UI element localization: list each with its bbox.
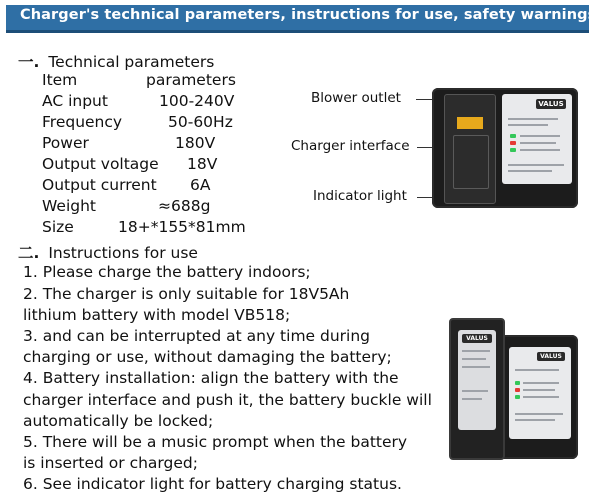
label-text-line: [508, 124, 548, 126]
label-text-line: [462, 350, 490, 352]
charger-slot: [444, 94, 496, 204]
label-text-line: [508, 170, 552, 172]
label-text-line: [520, 149, 560, 151]
label-text-line: [520, 135, 560, 137]
indicator-led: [515, 381, 520, 385]
label-text-line: [515, 413, 563, 415]
label-text-line: [508, 118, 558, 120]
rail-guide: [453, 135, 489, 189]
instruction-line: automatically be locked;: [23, 412, 214, 430]
parameter-value: 18V: [187, 155, 218, 173]
instruction-line: charging or use, without damaging the battery;: [23, 348, 392, 366]
section-number: 一.: [18, 53, 40, 71]
parameter-value: ≈688g: [158, 197, 211, 215]
parameter-name: AC input: [42, 92, 108, 110]
instruction-line: is inserted or charged;: [23, 454, 198, 472]
parameter-name: Power: [42, 134, 89, 152]
label-text-line: [520, 142, 556, 144]
parameter-name: Size: [42, 218, 74, 236]
section-technical-heading: [18, 50, 214, 72]
label-text-line: [515, 419, 555, 421]
instruction-line: 4. Battery installation: align the battery with the: [23, 369, 399, 387]
parameter-value: 18+*155*81mm: [118, 218, 246, 236]
callout-charger-interface: Charger interface: [291, 138, 410, 154]
parameter-value: 50-60Hz: [168, 113, 233, 131]
battery-terminal: [457, 117, 483, 129]
parameter-name: Frequency: [42, 113, 123, 131]
instruction-line: charger interface and push it, the battery buckle will: [23, 391, 432, 409]
brand-label: VALUS: [536, 99, 566, 109]
charger-label-panel: [509, 347, 571, 439]
section-title: Instructions for use: [48, 244, 198, 262]
battery-brand-label: VALUS: [462, 334, 492, 343]
callout-indicator-light: Indicator light: [313, 188, 407, 204]
label-text-line: [462, 366, 490, 368]
indicator-led: [510, 134, 516, 138]
section-title: Technical parameters: [48, 53, 215, 71]
label-text-line: [462, 358, 486, 360]
parameter-value: 6A: [190, 176, 211, 194]
section-instructions-heading: [18, 241, 198, 263]
label-text-line: [462, 390, 488, 392]
instruction-line: 3. and can be interrupted at any time during: [23, 327, 371, 345]
section-number: 二.: [18, 244, 40, 262]
parameter-name: Output voltage: [42, 155, 159, 173]
instruction-line: 5. There will be a music prompt when the battery: [23, 433, 408, 451]
instruction-line: 1. Please charge the battery indoors;: [23, 263, 311, 281]
instruction-line: 2. The charger is only suitable for 18V5Ah: [23, 285, 350, 303]
indicator-led: [515, 395, 520, 399]
label-text-line: [523, 389, 555, 391]
label-text-line: [523, 396, 559, 398]
parameter-header-value: parameters: [146, 71, 236, 89]
parameter-name: Weight: [42, 197, 97, 215]
brand-label: VALUS: [537, 352, 565, 361]
parameter-value: 100-240V: [159, 92, 235, 110]
label-text-line: [515, 369, 559, 371]
indicator-led: [510, 141, 516, 145]
charger-label-panel: [502, 94, 572, 184]
battery-label: [458, 330, 496, 430]
indicator-led: [515, 388, 520, 392]
battery-pack: [449, 318, 505, 460]
label-text-line: [508, 164, 564, 166]
instruction-line: lithium battery with model VB518;: [23, 306, 291, 324]
banner-title: Charger's technical parameters, instructions for use, safety warnings: [20, 7, 597, 23]
title-banner: [6, 5, 597, 33]
label-text-line: [462, 398, 482, 400]
parameter-name: Output current: [42, 176, 157, 194]
charger-illustration-top: [432, 88, 578, 208]
parameter-value: 180V: [175, 134, 216, 152]
callout-blower-outlet: Blower outlet: [311, 90, 401, 106]
instruction-line: 6. See indicator light for battery charging status.: [23, 475, 402, 493]
label-text-line: [523, 382, 559, 384]
indicator-led: [510, 148, 516, 152]
parameter-header-item: Item: [42, 71, 78, 89]
